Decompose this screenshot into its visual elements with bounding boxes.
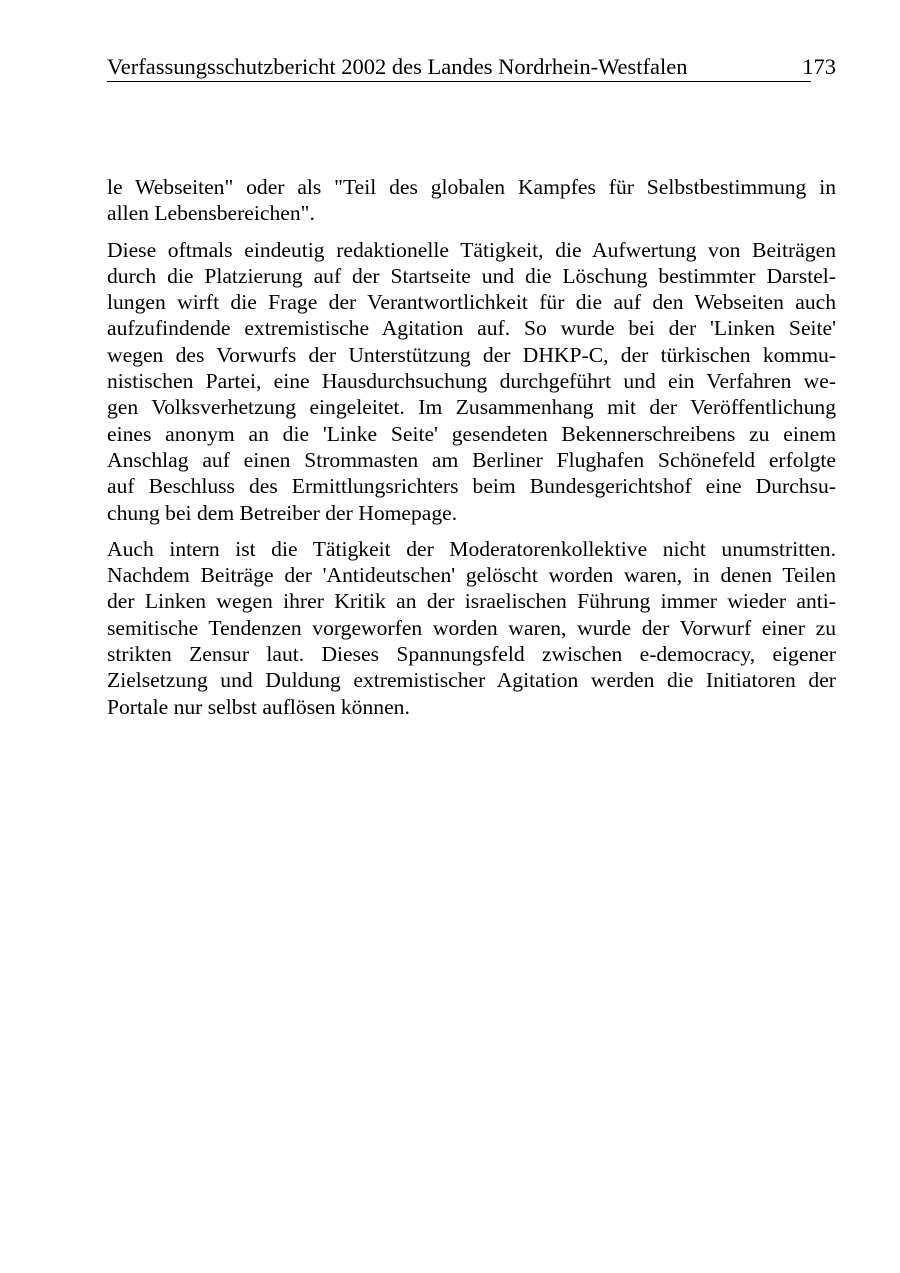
header-rule bbox=[107, 81, 811, 82]
text-line: strikten Zensur laut. Dieses Spannungsfeld zwischen e-democracy, eigener bbox=[107, 642, 836, 667]
paragraph-2 bbox=[107, 237, 836, 526]
paragraph-3 bbox=[107, 536, 836, 720]
page-header bbox=[107, 52, 836, 82]
text-line: Anschlag auf einen Strommasten am Berliner Flughafen Schönefeld erfolgte bbox=[107, 447, 836, 472]
text-line: Diese oftmals eindeutig redaktionelle Tätigkeit, die Aufwertung von Beiträgen bbox=[107, 237, 836, 262]
text-line: le Webseiten" oder als "Teil des globalen Kampfes für Selbstbestimmung in bbox=[107, 175, 836, 199]
text-line: auf Beschluss des Ermittlungsrichters beim Bundesgerichtshof eine Durchsu- bbox=[107, 474, 836, 499]
text-line: semitische Tendenzen vorgeworfen worden waren, wurde der Vorwurf einer zu bbox=[107, 615, 836, 640]
paragraph-1 bbox=[107, 174, 836, 227]
text-line: wegen des Vorwurfs der Unterstützung der DHKP-C, der türkischen kommu- bbox=[107, 342, 836, 367]
text-line: durch die Platzierung auf der Startseite und die Löschung bestimmter Darstel- bbox=[107, 263, 836, 288]
text-line: eines anonym an die 'Linke Seite' gesendeten Bekennerschreibens zu einem bbox=[107, 421, 836, 446]
text-line: allen Lebensbereichen". bbox=[107, 201, 315, 226]
text-line: Zielsetzung und Duldung extremistischer Agitation werden die Initiatoren der bbox=[107, 668, 836, 693]
text-line: Auch intern ist die Tätigkeit der Moderatorenkollektive nicht unumstritten. bbox=[107, 536, 836, 561]
body-text bbox=[107, 174, 836, 730]
text-line: nistischen Partei, eine Hausdurchsuchung durchgeführt und ein Verfahren we- bbox=[107, 369, 836, 394]
text-line: aufzufindende extremistische Agitation auf. So wurde bei der 'Linken Seite' bbox=[107, 316, 836, 341]
text-line: Nachdem Beiträge der 'Antideutschen' gelöscht worden waren, in denen Teilen bbox=[107, 563, 836, 588]
page-number: 173 bbox=[802, 54, 836, 79]
text-line: gen Volksverhetzung eingeleitet. Im Zusammenhang mit der Veröffentlichung bbox=[107, 395, 836, 420]
text-line: chung bei dem Betreiber der Homepage. bbox=[107, 500, 458, 525]
text-line: Portale nur selbst auflösen können. bbox=[107, 694, 410, 719]
text-line: lungen wirft die Frage der Verantwortlichkeit für die auf den Webseiten auch bbox=[107, 290, 836, 315]
running-header-title: Verfassungsschutzbericht 2002 des Landes Nordrhein-Westfalen bbox=[107, 54, 688, 79]
text-line: der Linken wegen ihrer Kritik an der israelischen Führung immer wieder anti- bbox=[107, 589, 836, 614]
